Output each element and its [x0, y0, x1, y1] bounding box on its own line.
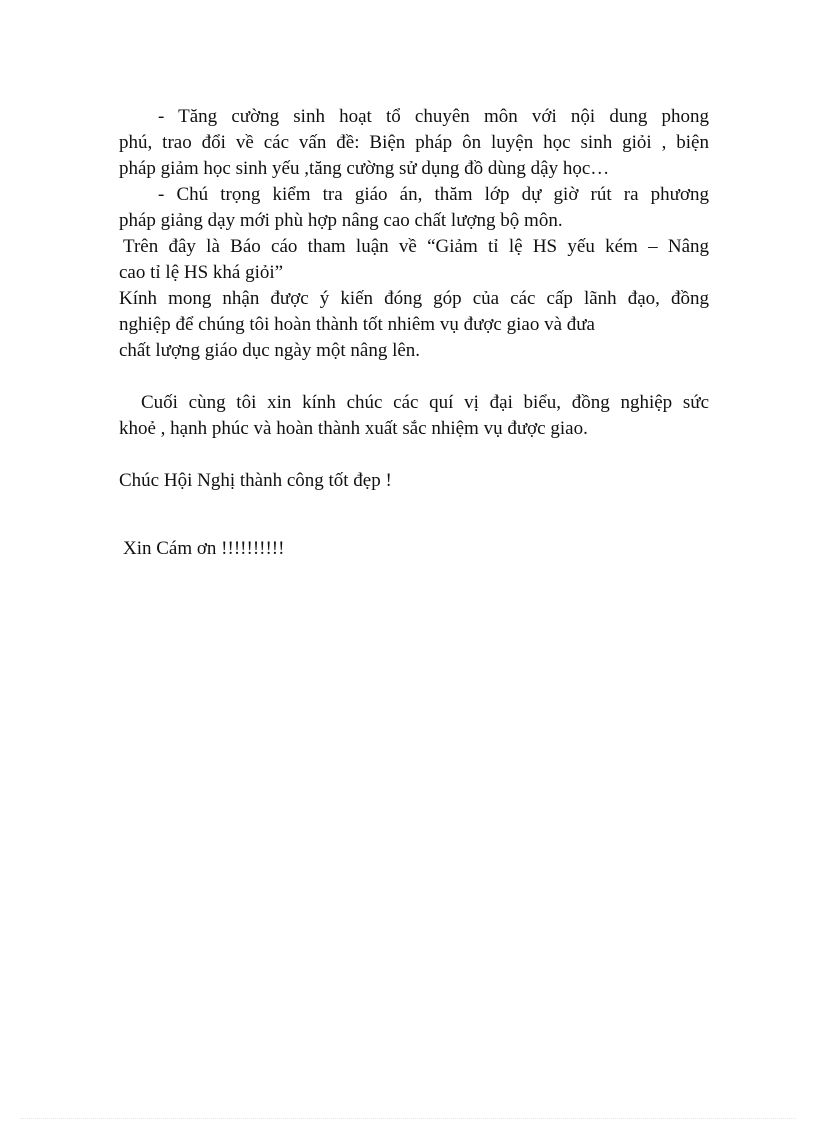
paragraph-report-summary	[119, 234, 709, 286]
text-line: Cuối cùng tôi xin kính chúc các quí vị đại biểu, đồng nghiệp sức	[141, 392, 709, 413]
paragraph-teaching-activities	[119, 104, 709, 182]
text-line: nghiệp để chúng tôi hoàn thành tốt nhiêm vụ được giao và đưa	[119, 314, 595, 335]
text-line: - Chú trọng kiểm tra giáo án, thăm lớp dự giờ rút ra phương	[158, 184, 709, 205]
paragraph-conference-wish	[119, 468, 709, 494]
text-line: Trên đây là Báo cáo tham luận về “Giảm tỉ lệ HS yếu kém – Nâng	[123, 236, 709, 257]
paragraph-feedback-request	[119, 286, 709, 364]
text-line: chất lượng giáo dục ngày một nâng lên.	[119, 340, 421, 361]
paragraph-closing-wishes	[119, 390, 709, 442]
text-line: Xin Cám ơn !!!!!!!!!!	[123, 538, 285, 559]
page-bottom-divider	[20, 1118, 796, 1119]
text-line: pháp giảm học sinh yếu ,tăng cường sử dụng đồ dùng dậy học…	[119, 158, 610, 179]
text-line: Chúc Hội Nghị thành công tốt đẹp !	[119, 470, 392, 491]
text-line: Kính mong nhận được ý kiến đóng góp của các cấp lãnh đạo, đồng	[119, 288, 709, 309]
text-line: cao tỉ lệ HS khá giỏi”	[119, 262, 284, 283]
text-line: - Tăng cường sinh hoạt tổ chuyên môn với nội dung phong	[158, 106, 709, 127]
text-line: khoẻ , hạnh phúc và hoàn thành xuất sắc nhiệm vụ được giao.	[119, 418, 588, 439]
paragraph-thanks	[119, 536, 709, 562]
text-line: pháp giảng dạy mới phù hợp nâng cao chất lượng bộ môn.	[119, 210, 563, 231]
text-line: phú, trao đổi về các vấn đề: Biện pháp ôn luyện học sinh giỏi , biện	[119, 132, 709, 153]
paragraph-lesson-review	[119, 182, 709, 234]
